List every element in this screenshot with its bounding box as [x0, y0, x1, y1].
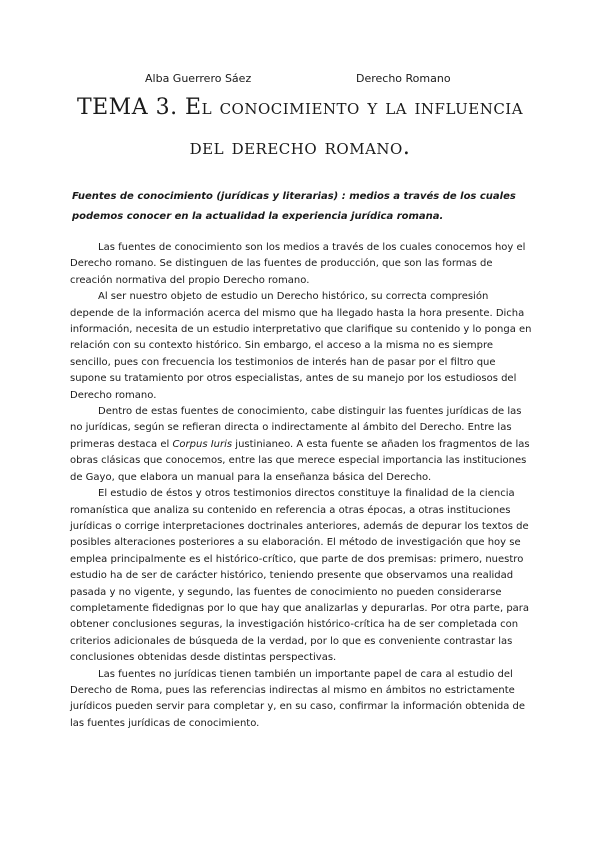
- paragraph-3: [70, 404, 532, 486]
- paragraph-2: Al ser nuestro objeto de estudio un Derecho histórico, su correcta compresión depende de la información acerca del mismo que ha llegado hasta la hora presente. Dicha información, necesita de un estudio interpretativo que clarifique su contenido y lo ponga en relación con su contexto histórico. Sin embargo, el acceso a la misma no es siempre sencillo, pues con frecuencia los testimonios de interés han de pasar por el filtro que supone su tratamiento por otros especialistas, antes de su manejo por los estudiosos del Derecho romano.: [70, 291, 532, 401]
- header-subject: Derecho Romano: [356, 72, 451, 85]
- paragraph-3-text-start: Dentro de estas fuentes de conocimiento, cabe distinguir las fuentes jurídicas de las no jurídicas, según se refieran directa o indirectamente al ámbito del Derecho. Entre las primeras destaca el: [70, 406, 522, 450]
- paragraph-1: Las fuentes de conocimiento son los medios a través de los cuales conocemos hoy el Derecho romano. Se distinguen de las fuentes de producción, que son las formas de creación normativa del propio Derecho romano.: [70, 242, 526, 286]
- corpus-iuris-term: Corpus Iuris: [172, 438, 233, 450]
- body-text: [70, 240, 532, 732]
- header-author: Alba Guerrero Sáez: [145, 72, 252, 85]
- lead-definition: Fuentes de conocimiento (jurídicas y literarias) : medios a través de los cuales podemos conocer en la actualidad la experiencia jurídica romana.: [72, 191, 516, 222]
- page-title: TEMA 3. El conocimiento y la influencia del derecho romano.: [76, 95, 524, 160]
- paragraph-3-text-end: justinianeo. A esta fuente se añaden los fragmentos de las obras clásicas que conocemos, entre las que merece especial importancia las instituciones de Gayo, que elabora un manual para la enseñanza básica del Derecho.: [70, 438, 530, 483]
- paragraph-5: Las fuentes no jurídicas tienen también un importante papel de cara al estudio del Derecho de Roma, pues las referencias indirectas al mismo en ámbitos no estrictamente jurídicos pueden servir para completar y, en su caso, confirmar la información obtenida de las fuentes jurídicas de conocimiento.: [70, 668, 526, 729]
- paragraph-4: El estudio de éstos y otros testimonios directos constituye la finalidad de la ciencia romanística que analiza su contenido en referencia a otras épocas, a otras instituciones jurídicas o corrige interpretaciones doctrinales anteriores, además de depurar los textos de posibles alteraciones posteriores a su elaboración. El método de investigación que hoy se emplea principalmente es el histórico-crítico, que parte de dos premisas: primero, nuestro estudio ha de ser de carácter histórico, teniendo presente que observamos una realidad pasada y no vigente, y segundo, las fuentes de conocimiento no pueden considerarse completamente fidedignas por lo que hay que analizarlas y depurarlas. Por otra parte, para obtener conclusiones seguras, la investigación histórico-crítica ha de ser completada con criterios adicionales de búsqueda de la verdad, por lo que es conveniente contrastar las conclusiones obtenidas desde distintas perspectivas.: [70, 488, 530, 664]
